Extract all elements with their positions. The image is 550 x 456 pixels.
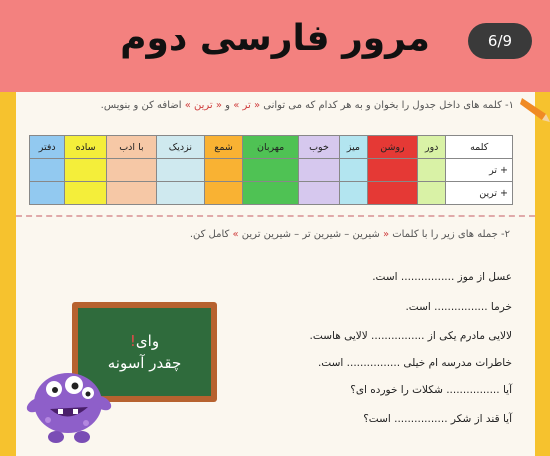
sentence-2: خرما ................ است. — [405, 301, 512, 313]
q2-quote-open: « — [382, 229, 390, 240]
word-cell: با ادب — [106, 136, 156, 159]
answer-cell[interactable] — [367, 159, 417, 182]
word-cell: ساده — [65, 136, 107, 159]
word-cell: روشن — [367, 136, 417, 159]
answer-cell[interactable] — [106, 182, 156, 205]
word-table-tarin-row — [30, 182, 513, 205]
right-border-stripe — [535, 92, 550, 456]
answer-cell[interactable] — [418, 159, 446, 182]
word-cell: نزدیک — [156, 136, 204, 159]
answer-cell[interactable] — [418, 182, 446, 205]
word-cell: شمع — [204, 136, 243, 159]
word-cell: میز — [339, 136, 367, 159]
question-2-instruction — [190, 229, 510, 240]
q1-text-mid: و — [222, 100, 234, 111]
word-cell: دور — [418, 136, 446, 159]
sentence-5: آیا ................ شکلات را خورده ای؟ — [350, 384, 512, 396]
q1-text-before: ۱- کلمه های داخل جدول را بخوان و به هر کدام که می توانی — [263, 100, 514, 111]
answer-cell[interactable] — [65, 159, 107, 182]
board-line-1: وای — [135, 332, 160, 350]
sentence-3: لالایی مادرم یکی از ................ لالایی هاست. — [309, 330, 512, 342]
answer-cell[interactable] — [204, 182, 243, 205]
sentence-6: آیا قند از شکر ................ است؟ — [363, 413, 512, 425]
q2-text-after: کامل کن. — [189, 229, 233, 240]
word-cell: مهربان — [243, 136, 299, 159]
word-cell: کلمه — [446, 136, 513, 159]
board-exclamation: ! — [129, 332, 136, 350]
q2-quote-close: » — [232, 229, 239, 240]
answer-cell[interactable] — [243, 182, 299, 205]
word-table-header-row — [30, 136, 513, 159]
answer-cell[interactable] — [367, 182, 417, 205]
row-label-tar: + تر — [446, 159, 513, 182]
answer-cell[interactable] — [65, 182, 107, 205]
q1-highlight-tar: « تر » — [233, 100, 261, 111]
answer-cell[interactable] — [106, 159, 156, 182]
board-line-2: چقدر آسونه — [107, 354, 182, 372]
answer-cell[interactable] — [30, 159, 65, 182]
left-border-stripe — [0, 92, 16, 456]
answer-cell[interactable] — [30, 182, 65, 205]
answer-cell[interactable] — [156, 182, 204, 205]
question-1-instruction — [101, 100, 514, 111]
answer-cell[interactable] — [339, 182, 367, 205]
purple-monster-icon — [18, 345, 118, 445]
word-table — [29, 135, 513, 205]
answer-cell[interactable] — [156, 159, 204, 182]
pencil-icon — [520, 92, 550, 122]
row-label-tarin: + ترین — [446, 182, 513, 205]
sentence-4: خاطرات مدرسه ام خیلی ................ است. — [317, 357, 512, 369]
q2-words: شیرین – شیرین تر – شیرین ترین — [238, 229, 383, 240]
page-title: مرور فارسی دوم — [120, 18, 430, 59]
answer-cell[interactable] — [243, 159, 299, 182]
q1-highlight-tarin: « ترین » — [184, 100, 222, 111]
answer-cell[interactable] — [299, 182, 340, 205]
answer-cell[interactable] — [299, 159, 340, 182]
word-cell: خوب — [299, 136, 340, 159]
section-divider — [16, 215, 535, 217]
q1-text-after: اضافه کن و بنویس. — [100, 100, 185, 111]
word-table-tar-row — [30, 159, 513, 182]
word-cell: دفتر — [30, 136, 65, 159]
answer-cell[interactable] — [204, 159, 243, 182]
answer-cell[interactable] — [339, 159, 367, 182]
sentence-1: عسل از موز ................ است. — [372, 271, 512, 283]
q2-text-before: ۲- جمله های زیر را با کلمات — [389, 229, 510, 240]
page-counter-badge: 6/9 — [468, 23, 532, 59]
